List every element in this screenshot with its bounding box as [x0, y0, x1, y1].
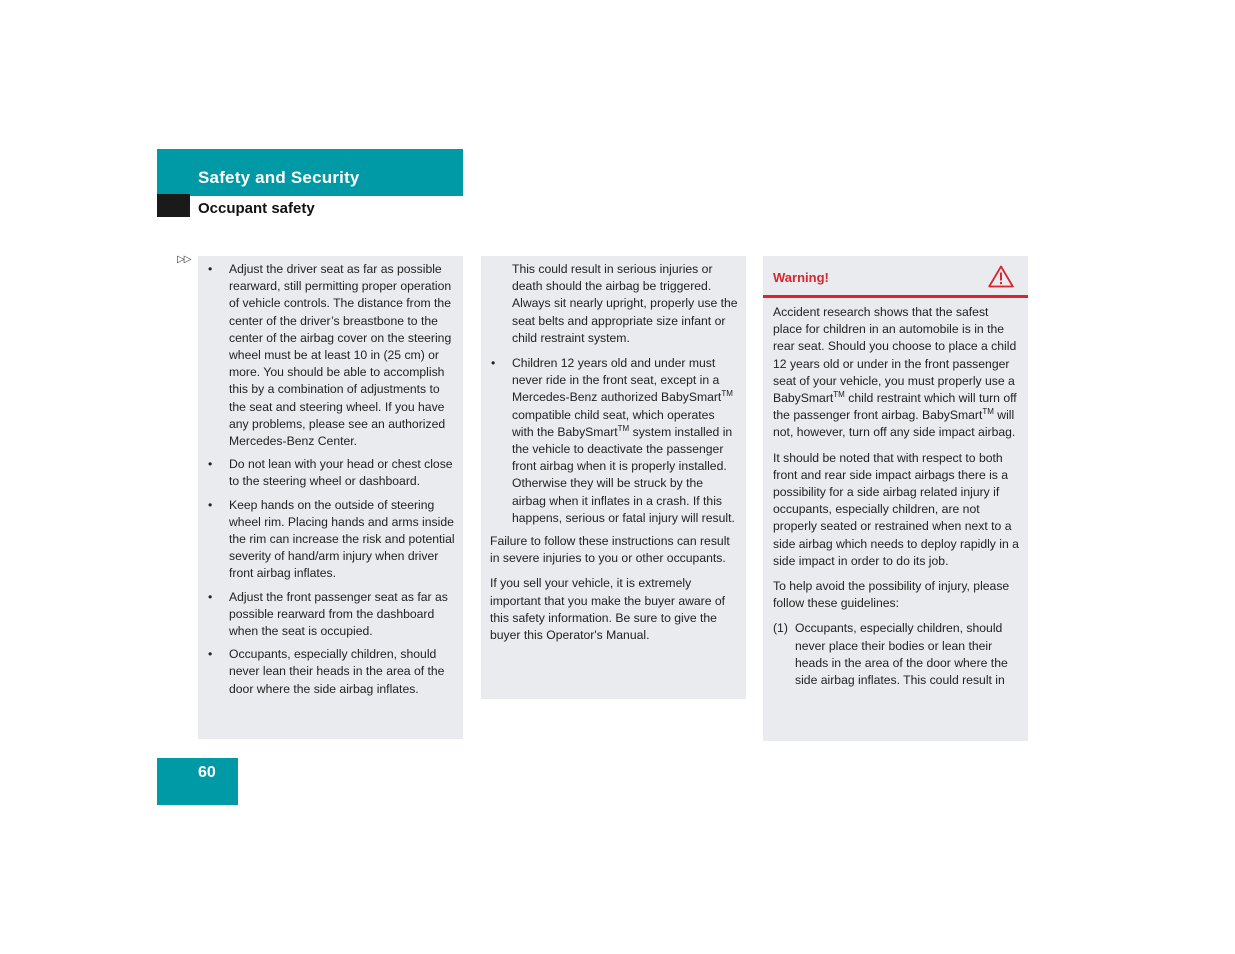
bullet-list: [207, 261, 455, 698]
warning-title: Warning!: [773, 270, 829, 285]
continued-marker: ▷▷: [177, 254, 191, 265]
bullet-dot: •: [208, 457, 213, 472]
list-item: [490, 355, 738, 527]
bullet-text: Do not lean with your head or chest close to the steering wheel or dashboard.: [229, 457, 453, 489]
text-part: will not, however, turn off any side impact airbag.: [773, 408, 1016, 440]
text-part: child restraint which will turn off the passenger front airbag. BabySmart: [773, 391, 1017, 423]
bullet-text: Keep hands on the outside of steering wheel rim. Placing hands and arms inside the rim can increase the risk and potential severity of hand/arm injury when driver front airbag inflates.: [229, 497, 455, 581]
warning-triangle-icon: [988, 265, 1014, 288]
bullet-dot: •: [208, 262, 213, 276]
warning-box: [763, 256, 1028, 741]
warning-header: [763, 256, 1028, 298]
continued-bullet-text: This could result in serious injuries or death should the airbag be triggered. Always sit nearly upright, properly use the seat belts and appropriate size infant or child restraint system.: [512, 262, 738, 345]
item-text: Occupants, especially children, should never place their bodies or lean their heads in the area of the door where the side airbag inflates. This could result in: [795, 621, 1008, 688]
paragraph: To help avoid the possibility of injury, please follow these guidelines:: [773, 579, 1010, 611]
list-item: [207, 456, 455, 490]
paragraph: It should be noted that with respect to both front and rear side impact airbags there is a possibility for a side airbag related injury if occupants, especially children, are not properly seated or restrained when next to a side airbag which needs to deploy rapidly in a side impact in order to do its job.: [773, 450, 1019, 568]
subsection-rule: [190, 194, 463, 196]
bullet-list: [490, 355, 738, 527]
bullet-text: Adjust the front passenger seat as far as possible rearward from the dashboard when the seat is occupied.: [229, 589, 448, 639]
bullet-text-part: Children 12 years old and under must never ride in the front seat, except in a Mercedes-Benz authorized BabySmart: [512, 356, 722, 405]
bullet-dot: •: [208, 647, 213, 662]
column-1: [198, 256, 463, 739]
list-item: [207, 261, 455, 450]
subsection-marker: [157, 194, 190, 217]
section-title: Safety and Security: [198, 168, 360, 187]
list-item: [773, 620, 1020, 689]
trademark-mark: TM: [721, 389, 733, 399]
text-part: Accident research shows that the safest place for children in an automobile is in the rear seat. Should you choose to place a child 12 years old or under in the front passenger seat of your vehicle, you must properly use a BabySmart: [773, 305, 1017, 406]
bullet-text-part: system installed in the vehicle to deactivate the passenger front airbag when it is properly installed. Otherwise they will be struck by the airbag when it inflates in a crash. If this happens, serious or fatal injury will result.: [512, 424, 735, 525]
list-item: [207, 589, 455, 641]
bullet-dot: •: [208, 589, 213, 604]
page-number: 60: [198, 764, 216, 781]
warning-body: [763, 298, 1028, 689]
paragraph: [773, 304, 1020, 442]
paragraph: Failure to follow these instructions can result in severe injuries to you or other occupants.: [490, 534, 730, 566]
paragraph: If you sell your vehicle, it is extremely important that you make the buyer aware of this safety information. Be sure to give the buyer this Operator's Manual.: [490, 576, 726, 643]
trademark-mark: TM: [982, 407, 994, 417]
numbered-list: [773, 620, 1020, 689]
bullet-text: Adjust the driver seat as far as possible rearward, still permitting proper operation of vehicle controls. The distance from the center of the driver’s breastbone to the center of the airbag cover on the steering wheel must be at least 10 in (25 cm) or more. You should be able to accomplish this by a combination of adjustments to the seat and steering wheel. If you have any problems, please see an authorized Mercedes-Benz Center.: [229, 262, 452, 449]
item-number: (1): [773, 621, 788, 636]
subsection-title: Occupant safety: [198, 200, 315, 217]
trademark-mark: TM: [833, 390, 845, 400]
bullet-dot: •: [208, 497, 213, 512]
list-item: [207, 646, 455, 698]
bullet-text: Occupants, especially children, should never lean their heads in the area of the door where the side airbag inflates.: [229, 647, 445, 696]
column-2: [481, 256, 746, 699]
bullet-dot: •: [491, 356, 496, 371]
list-item: [207, 497, 455, 583]
bullet-text-part: compatible child seat, which operates with the BabySmart: [512, 407, 715, 439]
trademark-mark: TM: [617, 423, 630, 433]
